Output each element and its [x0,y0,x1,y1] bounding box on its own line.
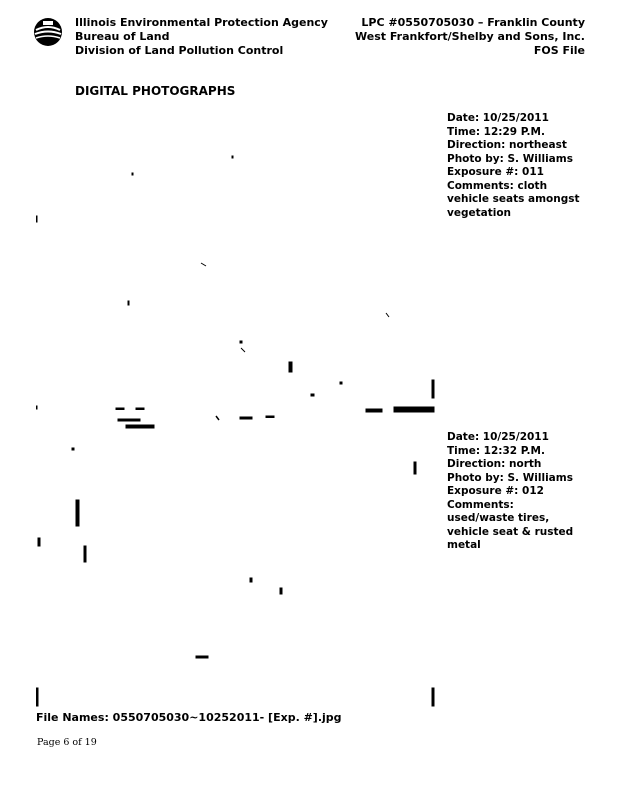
photo-comments-line: Comments: cloth [447,179,548,192]
photo-1-details [447,112,597,220]
photo-comments-line: vehicle seat & rusted [447,525,574,538]
case-header [355,16,585,58]
photo-comments-line: vegetation [447,206,512,219]
agency-header [75,16,328,58]
photo-2-details [447,431,597,553]
photo-time: Time: 12:32 P.M. [447,444,545,457]
agency-name: Illinois Environmental Protection Agency [75,16,328,29]
photo-exposure: Exposure #: 011 [447,166,544,178]
photo-exposure: Exposure #: 012 [447,485,544,497]
photo-comments-line: metal [447,539,481,551]
photo-comments-line: vehicle seats amongst [447,193,580,205]
file-type: FOS File [533,44,585,57]
photo-area [36,108,438,708]
photo-date: Date: 10/25/2011 [447,431,549,443]
photo-direction: Direction: northeast [447,139,567,151]
bureau-name: Bureau of Land [75,30,170,43]
photo-time: Time: 12:29 P.M. [447,125,545,138]
section-title: DIGITAL PHOTOGRAPHS [75,84,236,98]
photo-direction: Direction: north [447,458,542,470]
photo-comments-line: used/waste tires, [447,512,550,524]
division-name: Division of Land Pollution Control [75,44,284,57]
file-names: File Names: 0550705030~10252011- [Exp. #].jpg [36,711,342,724]
illinois-epa-logo-icon [33,17,63,47]
photo-by: Photo by: S. Williams [447,471,573,484]
site-name: West Frankfort/Shelby and Sons, Inc. [355,30,585,43]
page-number: Page 6 of 19 [37,737,97,748]
photo-by: Photo by: S. Williams [447,152,573,165]
photo-date: Date: 10/25/2011 [447,112,549,124]
photo-comments-line: Comments: [447,498,514,511]
case-number: LPC #0550705030 – Franklin County [361,16,585,29]
photo-artifacts [36,108,438,708]
